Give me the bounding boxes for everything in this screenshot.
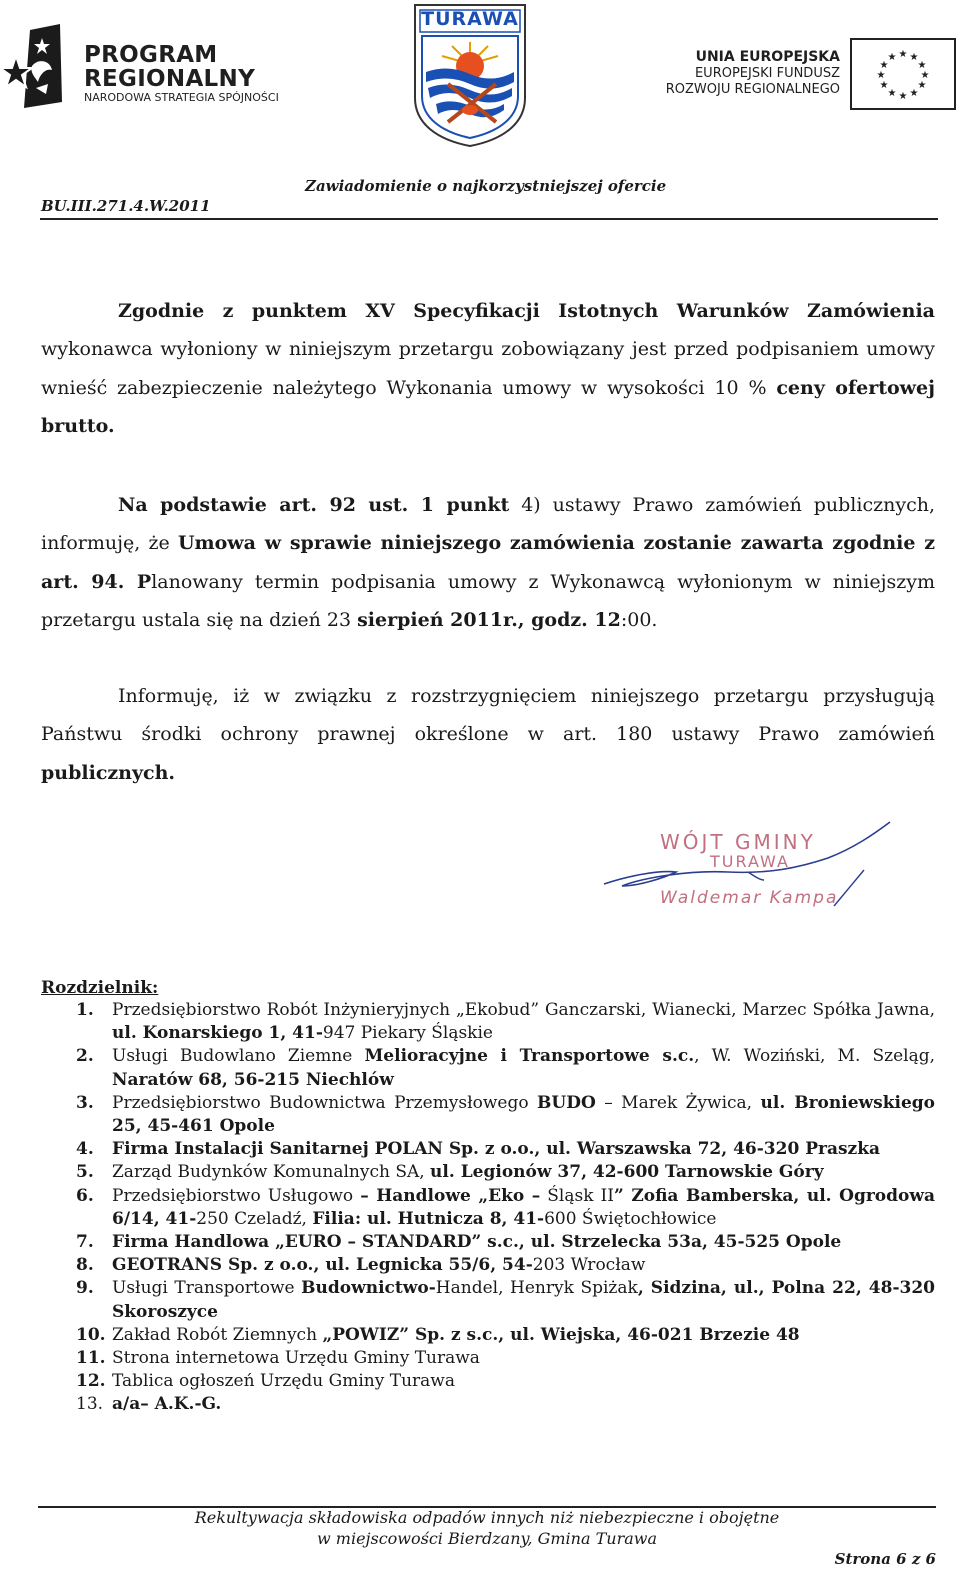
p1-body: wykonawca wyłoniony w niniejszym przetargu zobowiązany jest przed podpisaniem umowy wnieść zabezpieczenie należytego Wykonania umowy w wysokości 10 % [41,338,935,399]
turawa-crest [412,2,528,148]
list-item: 6. Przedsiębiorstwo Usługowo – Handlowe „Eko – Śląsk II” Zofia Bamberska, ul. Ogrodowa 6/14, 41-250 Czeladź, Filia: ul. Hutnicza 8, 41-600 Świętochłowice [76,1185,935,1229]
document-reference: BU.III.271.4.W.2011 [41,197,211,215]
paragraph-contract-signing [41,486,935,639]
p2-contract: Umowa w sprawie niniejszego zamówienia zostanie zawarta zgodnie z art. 94. P [41,532,935,593]
p2-date: sierpień 2011r., godz. 12 [357,608,621,631]
crest-name: TURAWA [421,8,519,30]
svg-text:★: ★ [909,52,919,63]
list-item: 2. Usługi Budowlano Ziemne Melioracyjne i Transportowe s.c., W. Woziński, M. Szeląg, Naratów 68, 56-215 Niechlów [76,1046,935,1090]
eu-logo-line1: UNIA EUROPEJSKA [695,49,840,65]
footer-line2: w miejscowości Bierdzany, Gmina Turawa [317,1529,657,1548]
distribution-list [41,999,935,1417]
header-divider [40,218,938,220]
p2-body-2: lanowany termin podpisania umowy z Wykonawcą wyłonionym w niniejszym przetargu ustala się na dzień 23 [41,570,935,631]
svg-text:★: ★ [879,80,889,91]
footer-project-title [38,1507,936,1549]
list-item: 11. Strona internetowa Urzędu Gminy Turawa [76,1348,480,1369]
program-logo-line2: REGIONALNY [84,66,256,92]
list-item: 1. Przedsiębiorstwo Robót Inżynieryjnych „Ekobud” Ganczarski, Wianecki, Marzec Spółka Jawna, ul. Konarskiego 1, 41-947 Piekary Śląskie [76,1000,935,1044]
eu-logo [665,38,958,112]
stamp-line1: WÓJT GMINY [660,830,816,854]
svg-text:★: ★ [879,60,889,71]
svg-text:★: ★ [917,60,927,71]
svg-text:★: ★ [887,88,897,99]
p2-lead: Na podstawie art. 92 ust. 1 punkt [118,494,510,516]
list-item: 4. Firma Instalacji Sanitarnej POLAN Sp. z o.o., ul. Warszawska 72, 46-320 Praszka [76,1139,880,1160]
svg-text:★: ★ [887,52,897,63]
eu-logo-line3: ROZWOJU REGIONALNEGO [665,82,840,97]
program-logo-line1: PROGRAM [84,42,218,68]
svg-text:★: ★ [876,70,886,81]
stamp-line3: Waldemar Kampa [660,888,839,908]
list-item: 7. Firma Handlowa „EURO – STANDARD” s.c., ul. Strzelecka 53a, 45-525 Opole [76,1232,842,1253]
p3-body: Informuję, iż w związku z rozstrzygnięciem niniejszego przetargu przysługują Państwu środki ochrony prawnej określone w art. 180 ustawy Prawo zamówień [41,685,935,746]
paragraph-legal-remedies [41,677,935,792]
stamp-line2: TURAWA [710,852,790,871]
signature-stamp [598,820,898,920]
list-item: 13. a/a– A.K.-G. [76,1394,222,1415]
list-item: 10. Zakład Robót Ziemnych „POWIZ” Sp. z s.c., ul. Wiejska, 46-021 Brzezie 48 [76,1324,800,1345]
svg-text:★: ★ [898,91,908,102]
list-item: 3. Przedsiębiorstwo Budownictwa Przemysłowego BUDO – Marek Żywica, ul. Broniewskiego 25, 45-461 Opole [76,1092,935,1137]
eu-flag-icon [850,38,956,110]
program-logo-subtitle: NARODOWA STRATEGIA SPÓJNOŚCI [84,91,279,104]
list-item: 9. Usługi Transportowe Budownictwo-Handel, Henryk Spiżak, Sidzina, ul., Polna 22, 48-320 Skoroszyce [76,1278,936,1322]
list-item: 8. GEOTRANS Sp. z o.o., ul. Legnicka 55/6, 54-203 Wrocław [76,1255,646,1276]
page-number: Strona 6 z 6 [834,1550,936,1568]
p1-lead: Zgodnie z punktem XV Specyfikacji Istotnych Warunków Zamówienia [118,300,935,322]
p2-body-1: 4) ustawy Prawo zamówień publicznych, informuję, że [41,494,935,555]
notice-title: Zawiadomienie o najkorzystniejszej ofercie [305,177,667,195]
p1-tail: ceny ofertowej brutto. [41,376,935,437]
svg-text:★: ★ [917,80,927,91]
svg-text:★: ★ [920,70,930,81]
svg-text:★: ★ [898,49,908,60]
footer-line1: Rekultywacja składowiska odpadów innych niż niebezpieczne i obojętne [194,1508,780,1527]
p3-tail: publicznych. [41,761,176,784]
eu-logo-line2: EUROPEJSKI FUNDUSZ [694,66,840,81]
p2-time: :00. [620,608,658,631]
program-regionalny-logo [2,22,302,112]
list-item: 5. Zarząd Budynków Komunalnych SA, ul. Legionów 37, 42-600 Tarnowskie Góry [76,1162,824,1183]
list-item: 12. Tablica ogłoszeń Urzędu Gminy Turawa [76,1371,455,1392]
paragraph-security-deposit [41,292,935,445]
svg-text:★: ★ [909,88,919,99]
distribution-heading: Rozdzielnik: [41,978,159,998]
program-regionalny-emblem-icon [2,22,82,112]
